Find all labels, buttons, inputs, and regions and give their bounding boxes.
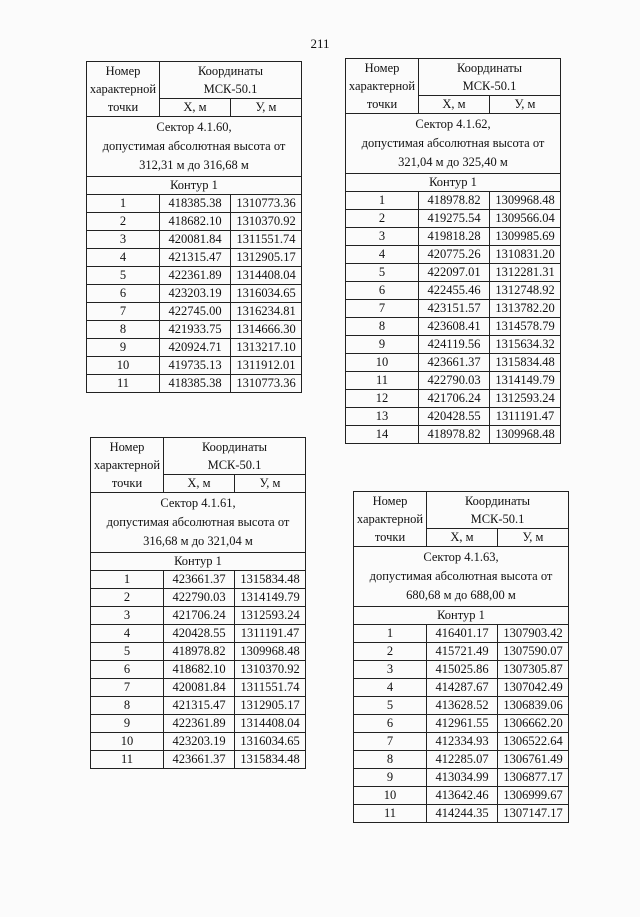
x-coordinate-cell: 420924.71 [160,339,231,357]
y-coordinate-cell: 1309968.48 [235,643,306,661]
table-row [91,751,306,769]
coordinates-header-line: Координаты [201,440,268,454]
point-number-cell: 10 [354,787,427,805]
table-row [91,607,306,625]
x-coordinate-cell: 414244.35 [427,805,498,823]
coordinates-table-sector-4-1-62 [345,58,561,444]
point-number-cell: 5 [91,643,164,661]
table-row [354,769,569,787]
x-coordinate-cell: 420775.26 [419,246,490,264]
table-row [354,733,569,751]
x-coordinate-cell: 423151.57 [419,300,490,318]
point-number-cell: 8 [354,751,427,769]
table-row [91,679,306,697]
point-number-header [354,492,427,547]
x-coordinate-cell: 421315.47 [164,697,235,715]
x-coordinate-cell: 412285.07 [427,751,498,769]
point-number-cell: 11 [346,372,419,390]
table-row [346,390,561,408]
point-number-header-line: Номер [372,494,408,508]
x-coordinate-cell: 421933.75 [160,321,231,339]
point-number-cell: 6 [346,282,419,300]
table-row [91,697,306,715]
y-coordinate-cell: 1312281.31 [490,264,561,282]
x-coordinate-cell: 423661.37 [164,571,235,589]
contour-label: Контур 1 [87,177,302,195]
x-coordinate-cell: 420081.84 [164,679,235,697]
sector-caption-line: допустимая абсолютная высота от [369,569,553,583]
y-coordinate-cell: 1310773.36 [231,195,302,213]
y-coordinate-cell: 1309566.04 [490,210,561,228]
table-row [354,679,569,697]
point-number-cell: 10 [91,733,164,751]
x-coordinate-cell: 419818.28 [419,228,490,246]
x-header: Х, м [419,96,490,114]
y-coordinate-cell: 1306662.20 [498,715,569,733]
x-coordinate-cell: 418682.10 [164,661,235,679]
x-coordinate-cell: 422790.03 [419,372,490,390]
sector-caption-line: Сектор 4.1.63, [423,550,499,564]
x-coordinate-cell: 415025.86 [427,661,498,679]
point-number-header-line: точки [111,476,143,490]
point-number-cell: 4 [354,679,427,697]
coordinates-table-sector-4-1-63 [353,491,569,823]
table-row [346,228,561,246]
sector-caption [346,114,561,174]
y-coordinate-cell: 1307903.42 [498,625,569,643]
x-header: Х, м [427,529,498,547]
y-coordinate-cell: 1311912.01 [231,357,302,375]
y-coordinate-cell: 1316034.65 [235,733,306,751]
x-coordinate-cell: 420428.55 [419,408,490,426]
sector-caption-line: допустимая абсолютная высота от [102,139,286,153]
x-header: Х, м [164,475,235,493]
x-coordinate-cell: 418682.10 [160,213,231,231]
point-number-cell: 3 [91,607,164,625]
point-number-cell: 11 [354,805,427,823]
y-coordinate-cell: 1313217.10 [231,339,302,357]
sector-row [354,547,569,607]
point-number-header-line: точки [374,530,406,544]
point-number-cell: 5 [354,697,427,715]
x-coordinate-cell: 421315.47 [160,249,231,267]
x-coordinate-cell: 423661.37 [164,751,235,769]
sector-caption-line: 680,68 м до 688,00 м [406,588,516,602]
contour-row [346,174,561,192]
coordinates-header-line: МСК-50.1 [462,79,517,93]
y-coordinate-cell: 1307305.87 [498,661,569,679]
x-coordinate-cell: 423203.19 [160,285,231,303]
header-row [91,438,306,475]
coordinates-header [164,438,306,475]
table-row [87,267,302,285]
x-coordinate-cell: 422745.00 [160,303,231,321]
y-coordinate-cell: 1310773.36 [231,375,302,393]
y-coordinate-cell: 1315834.48 [490,354,561,372]
x-coordinate-cell: 421706.24 [164,607,235,625]
sector-row [87,117,302,177]
x-coordinate-cell: 422361.89 [164,715,235,733]
table-row [91,715,306,733]
coordinates-header [427,492,569,529]
y-coordinate-cell: 1314578.79 [490,318,561,336]
table-row [354,643,569,661]
point-number-cell: 8 [346,318,419,336]
point-number-cell: 13 [346,408,419,426]
point-number-cell: 9 [346,336,419,354]
sector-caption-line: 312,31 м до 316,68 м [139,158,249,172]
coordinates-header-line: МСК-50.1 [470,512,525,526]
y-coordinate-cell: 1311191.47 [490,408,561,426]
sector-caption-line: допустимая абсолютная высота от [106,515,290,529]
x-coordinate-cell: 414287.67 [427,679,498,697]
page-number: 211 [310,36,330,51]
table-row [346,192,561,210]
table-row [354,661,569,679]
y-coordinate-cell: 1316034.65 [231,285,302,303]
x-coordinate-cell: 420428.55 [164,625,235,643]
y-coordinate-cell: 1314666.30 [231,321,302,339]
coordinates-header-line: Координаты [464,494,531,508]
point-number-cell: 9 [87,339,160,357]
table-row [354,625,569,643]
y-coordinate-cell: 1311551.74 [235,679,306,697]
x-coordinate-cell: 413628.52 [427,697,498,715]
x-coordinate-cell: 418385.38 [160,195,231,213]
table-row [87,231,302,249]
header-row [87,62,302,99]
point-number-header-line: точки [366,97,398,111]
table-row [354,715,569,733]
x-coordinate-cell: 422790.03 [164,589,235,607]
x-coordinate-cell: 415721.49 [427,643,498,661]
sector-row [91,493,306,553]
y-coordinate-cell: 1311551.74 [231,231,302,249]
point-number-cell: 8 [87,321,160,339]
x-coordinate-cell: 419275.54 [419,210,490,228]
x-coordinate-cell: 412334.93 [427,733,498,751]
point-number-header-line: Номер [364,61,400,75]
y-coordinate-cell: 1312593.24 [490,390,561,408]
table-row [354,787,569,805]
y-header: У, м [231,99,302,117]
point-number-header [91,438,164,493]
sector-caption-line: Сектор 4.1.62, [415,117,491,131]
point-number-cell: 11 [87,375,160,393]
table-row [91,661,306,679]
point-number-cell: 9 [91,715,164,733]
point-number-cell: 1 [346,192,419,210]
table-row [91,733,306,751]
sector-caption [91,493,306,553]
y-coordinate-cell: 1306999.67 [498,787,569,805]
coordinates-header-line: МСК-50.1 [203,82,258,96]
point-number-cell: 6 [87,285,160,303]
table-row [87,285,302,303]
point-number-cell: 2 [87,213,160,231]
sector-row [346,114,561,174]
header-row [354,492,569,529]
point-number-cell: 4 [87,249,160,267]
point-number-header-line: характерной [89,82,157,96]
x-coordinate-cell: 418385.38 [160,375,231,393]
x-coordinate-cell: 421706.24 [419,390,490,408]
point-number-header-line: характерной [348,79,416,93]
y-header: У, м [235,475,306,493]
y-coordinate-cell: 1314408.04 [235,715,306,733]
table-row [354,805,569,823]
y-coordinate-cell: 1314149.79 [490,372,561,390]
sector-caption-line: 316,68 м до 321,04 м [143,534,253,548]
x-coordinate-cell: 412961.55 [427,715,498,733]
table-row [346,246,561,264]
point-number-header-line: Номер [105,64,141,78]
y-coordinate-cell: 1309985.69 [490,228,561,246]
point-number-cell: 1 [87,195,160,213]
point-number-cell: 10 [346,354,419,372]
x-coordinate-cell: 416401.17 [427,625,498,643]
point-number-cell: 11 [91,751,164,769]
table-row [346,336,561,354]
contour-row [87,177,302,195]
point-number-header-line: характерной [356,512,424,526]
table-row [354,751,569,769]
table-row [346,354,561,372]
sector-caption [354,547,569,607]
sector-caption-line: Сектор 4.1.61, [160,496,236,510]
y-coordinate-cell: 1306761.49 [498,751,569,769]
point-number-cell: 3 [354,661,427,679]
point-number-cell: 4 [346,246,419,264]
x-coordinate-cell: 413642.46 [427,787,498,805]
table-row [87,213,302,231]
x-coordinate-cell: 422097.01 [419,264,490,282]
x-coordinate-cell: 418978.82 [419,192,490,210]
table-row [91,625,306,643]
x-coordinate-cell: 418978.82 [164,643,235,661]
y-coordinate-cell: 1309968.48 [490,426,561,444]
x-coordinate-cell: 423203.19 [164,733,235,751]
coordinates-table-sector-4-1-60 [86,61,302,393]
point-number-cell: 1 [354,625,427,643]
point-number-header [87,62,160,117]
y-coordinate-cell: 1312748.92 [490,282,561,300]
contour-label: Контур 1 [346,174,561,192]
table-row [91,571,306,589]
y-coordinate-cell: 1314408.04 [231,267,302,285]
y-coordinate-cell: 1307042.49 [498,679,569,697]
y-coordinate-cell: 1306839.06 [498,697,569,715]
y-coordinate-cell: 1307590.07 [498,643,569,661]
point-number-cell: 5 [346,264,419,282]
coordinates-header [160,62,302,99]
y-coordinate-cell: 1310370.92 [231,213,302,231]
sector-caption-line: допустимая абсолютная высота от [361,136,545,150]
y-coordinate-cell: 1307147.17 [498,805,569,823]
point-number-cell: 2 [346,210,419,228]
coordinates-header [419,59,561,96]
table-row [346,408,561,426]
point-number-header [346,59,419,114]
point-number-header-line: Номер [109,440,145,454]
y-coordinate-cell: 1315634.32 [490,336,561,354]
sector-caption [87,117,302,177]
x-coordinate-cell: 424119.56 [419,336,490,354]
point-number-cell: 1 [91,571,164,589]
point-number-cell: 7 [91,679,164,697]
point-number-cell: 6 [91,661,164,679]
x-coordinate-cell: 418978.82 [419,426,490,444]
point-number-cell: 8 [91,697,164,715]
contour-label: Контур 1 [91,553,306,571]
y-coordinate-cell: 1312905.17 [231,249,302,267]
coordinates-header-line: Координаты [197,64,264,78]
table-row [87,375,302,393]
table-row [346,282,561,300]
point-number-cell: 7 [354,733,427,751]
x-coordinate-cell: 419735.13 [160,357,231,375]
table-row [87,249,302,267]
table-row [346,264,561,282]
contour-row [354,607,569,625]
table-row [346,300,561,318]
point-number-cell: 9 [354,769,427,787]
x-coordinate-cell: 413034.99 [427,769,498,787]
point-number-cell: 3 [346,228,419,246]
x-coordinate-cell: 420081.84 [160,231,231,249]
sector-caption-line: Сектор 4.1.60, [156,120,232,134]
point-number-cell: 10 [87,357,160,375]
y-coordinate-cell: 1315834.48 [235,751,306,769]
point-number-cell: 14 [346,426,419,444]
point-number-cell: 2 [91,589,164,607]
table-row [346,318,561,336]
point-number-cell: 3 [87,231,160,249]
table-row [87,195,302,213]
point-number-cell: 6 [354,715,427,733]
y-coordinate-cell: 1312593.24 [235,607,306,625]
y-header: У, м [490,96,561,114]
point-number-cell: 12 [346,390,419,408]
table-row [346,426,561,444]
point-number-cell: 5 [87,267,160,285]
point-number-header-line: точки [107,100,139,114]
x-coordinate-cell: 423661.37 [419,354,490,372]
table-row [346,210,561,228]
contour-label: Контур 1 [354,607,569,625]
header-row [346,59,561,96]
y-coordinate-cell: 1306877.17 [498,769,569,787]
y-coordinate-cell: 1310370.92 [235,661,306,679]
table-row [91,643,306,661]
table-row [346,372,561,390]
coordinates-header-line: Координаты [456,61,523,75]
x-header: Х, м [160,99,231,117]
point-number-cell: 7 [346,300,419,318]
table-row [91,589,306,607]
y-coordinate-cell: 1312905.17 [235,697,306,715]
x-coordinate-cell: 422455.46 [419,282,490,300]
point-number-header-line: характерной [93,458,161,472]
y-coordinate-cell: 1309968.48 [490,192,561,210]
table-row [354,697,569,715]
y-coordinate-cell: 1313782.20 [490,300,561,318]
y-coordinate-cell: 1306522.64 [498,733,569,751]
coordinates-header-line: МСК-50.1 [207,458,262,472]
contour-row [91,553,306,571]
y-coordinate-cell: 1310831.20 [490,246,561,264]
x-coordinate-cell: 423608.41 [419,318,490,336]
y-coordinate-cell: 1316234.81 [231,303,302,321]
sector-caption-line: 321,04 м до 325,40 м [398,155,508,169]
table-row [87,303,302,321]
table-row [87,339,302,357]
point-number-cell: 4 [91,625,164,643]
point-number-cell: 2 [354,643,427,661]
x-coordinate-cell: 422361.89 [160,267,231,285]
table-row [87,357,302,375]
y-coordinate-cell: 1311191.47 [235,625,306,643]
y-coordinate-cell: 1315834.48 [235,571,306,589]
y-header: У, м [498,529,569,547]
point-number-cell: 7 [87,303,160,321]
y-coordinate-cell: 1314149.79 [235,589,306,607]
table-row [87,321,302,339]
coordinates-table-sector-4-1-61 [90,437,306,769]
